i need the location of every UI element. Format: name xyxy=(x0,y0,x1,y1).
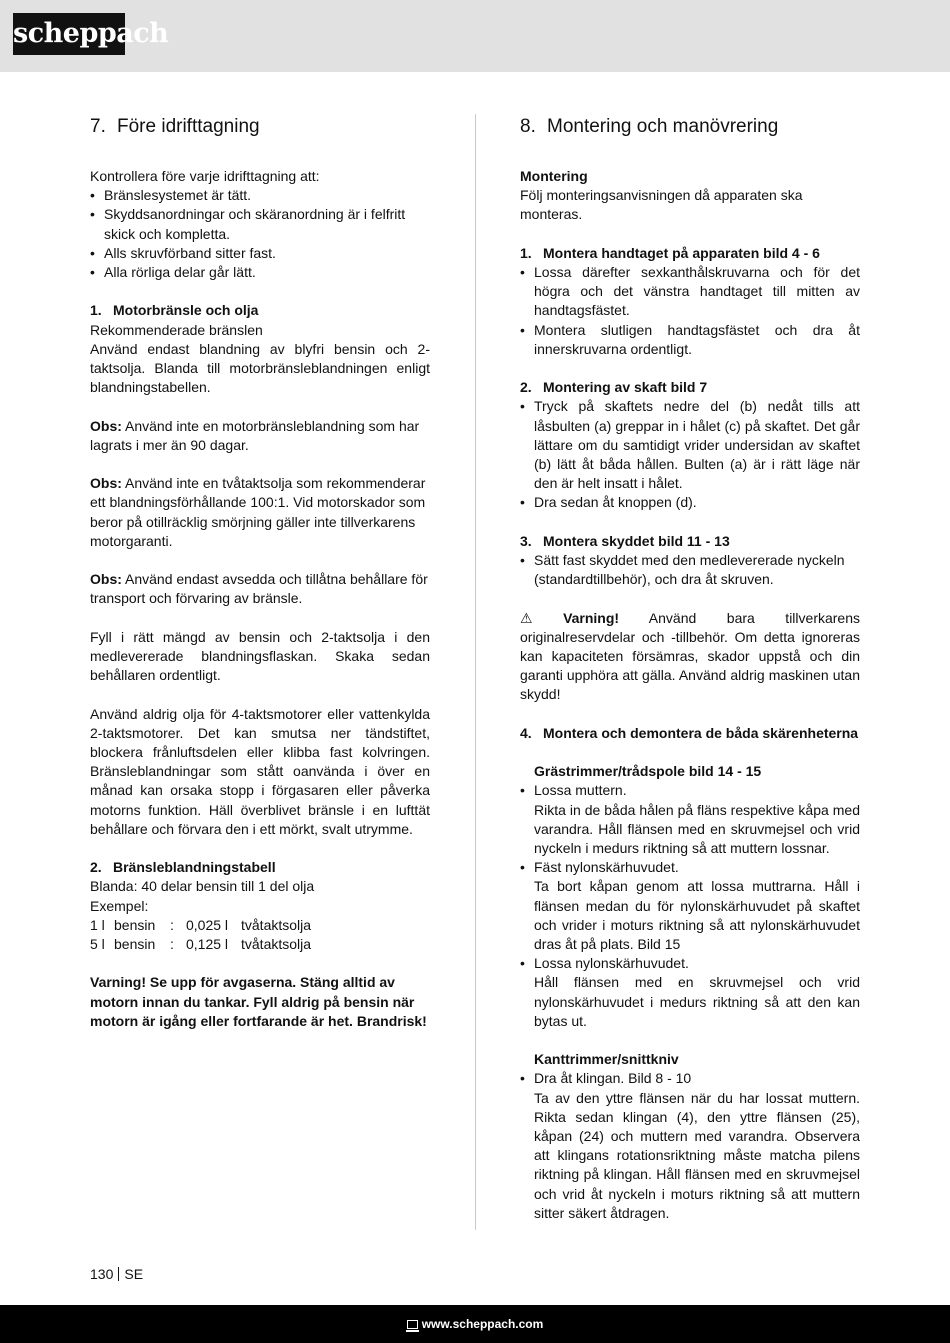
list-item: • Dra sedan åt knoppen (d). xyxy=(520,493,860,512)
website-link[interactable]: www.scheppach.com xyxy=(421,1317,544,1331)
example-row: 1 l bensin : 0,025 l tvåtaktsolja xyxy=(90,916,312,933)
list-item: • Alla rörliga delar går lätt. xyxy=(90,263,430,282)
note-2: Obs: Använd inte en tvåtaktsolja som rekommenderar ett blandningsförhållande 100:1. Vid motorskador som beror på otillräcklig smörjning gäller inte tillverkarens motorgaranti. xyxy=(90,475,426,549)
column-divider xyxy=(475,114,476,1230)
list-item: • Dra åt klingan. Bild 8 - 10 Ta av den yttre flänsen när du har lossat muttern. Rikta sedan klingan (4), den yttre flänsen (25), kåpan (24) och muttern med varandra. Observera att klingans rotationsriktning måste matcha pilens riktning på klingan. Håll flänsen med en skruvmejsel och vrid åt nyckeln i moturs riktning så att muttern sitter säkert åtdragen. xyxy=(520,1069,860,1223)
checklist xyxy=(90,186,430,282)
section-7-heading: 7. Före idrifttagning xyxy=(90,116,260,137)
fuel-text: Använd endast blandning av blyfri bensin och 2-taktsolja. Blanda till motorbränsleblandningen enligt blandningstabellen. xyxy=(90,340,430,396)
example-label: Exempel: xyxy=(90,897,149,914)
note-3: Obs: Använd endast avsedda och tillåtna behållare för transport och förvaring av bränsle. xyxy=(90,571,428,607)
list-item: • Alls skruvförband sitter fast. xyxy=(90,244,430,263)
example-row: 5 l bensin : 0,125 l tvåtaktsolja xyxy=(90,936,312,953)
list-item: • Tryck på skaftets nedre del (b) nedåt tills att låsbulten (a) greppar in i hålet (c) på skaftet. Det går lättare om du samtidigt vrider undersidan av skaftet (b) lätt åt båda hållen. Bulten (a) är i rätt läge när den är helt insatt i hålet. xyxy=(520,397,860,493)
oil-text: Använd aldrig olja för 4-taktsmotorer eller vattenkylda 2-taktsmotorer. Det kan smutsa ner tändstiftet, blockera frånluftsdelen eller klibba fast kolvringen. Bränsleblandningar som stått oanvända i över en månad kan orsaka stopp i förgasaren eller påverka motorns funktion. Häll överblivet bränsle i en lufttät behållare och förvara den i ett mörkt, svalt utrymme. xyxy=(90,705,430,837)
subheading-cutting-units: 4. Montera och demontera de båda skärenheterna xyxy=(520,724,859,741)
montering-label: Montering xyxy=(520,168,588,184)
list-item: • Sätt fast skyddet med den medlevererade nyckeln (standardtillbehör), och dra åt skruven. xyxy=(520,551,860,589)
page-header xyxy=(0,0,950,72)
list-item: • Lossa muttern. Rikta in de båda hålen på fläns respektive kåpa med varandra. Håll flänsen med en skruvmejsel och vrid nyckeln i medurs riktning så att muttern lossnar. xyxy=(520,781,860,858)
right-column xyxy=(520,114,860,1223)
subheading-guard: 3. Montera skyddet bild 11 - 13 xyxy=(520,532,730,549)
scheppach-logo: scheppach xyxy=(13,13,125,55)
list-item: • Montera slutligen handtagsfästet och dra åt innerskruvarna ordentligt. xyxy=(520,321,860,359)
list-item: • Skyddsanordningar och skäranordning är i felfritt skick och kompletta. xyxy=(90,205,430,243)
subheading-handle: 1. Montera handtaget på apparaten bild 4 - 6 xyxy=(520,244,820,261)
grass-trimmer-title: Grästrimmer/trådspole bild 14 - 15 xyxy=(534,763,762,780)
subheading-shaft: 2. Montering av skaft bild 7 xyxy=(520,379,708,396)
edge-trimmer-title: Kanttrimmer/snittkniv xyxy=(534,1051,679,1068)
note-1: Obs: Använd inte en motorbränsleblandning som har lagrats i mer än 90 dagar. xyxy=(90,417,420,453)
left-column xyxy=(90,114,430,1031)
grass-trimmer-steps xyxy=(520,781,860,1031)
mix-ratio: Blanda: 40 delar bensin till 1 del olja xyxy=(90,878,315,895)
list-item: • Lossa nylonskärhuvudet. Håll flänsen med en skruvmejsel och vrid nylonskärhuvudet i medurs riktning så att den kan bytas ut. xyxy=(520,954,860,1031)
page-footer xyxy=(0,1305,950,1343)
fill-text: Fyll i rätt mängd av bensin och 2-taktsolja i den medlevererade blandningsflaskan. Skaka sedan behållaren ordentligt. xyxy=(90,628,430,684)
parts-warning: ⚠ Varning! Använd bara tillverkarens originalreservdelar och -tillbehör. Om detta ignoreras kan kapaciteten försämras, skador uppstå och din garanti upphöra att gälla. Använd aldrig maskinen utan skydd! xyxy=(520,609,860,703)
intro-text: Kontrollera före varje idrifttagning att: xyxy=(90,168,320,184)
exhaust-warning: Varning! Se upp för avgaserna. Stäng alltid av motorn innan du tankar. Fyll aldrig på bensin när motorn är igång eller fortfarande är het. Brandrisk! xyxy=(90,974,427,1029)
computer-icon xyxy=(407,1320,418,1329)
edge-trimmer-steps xyxy=(520,1069,860,1223)
shaft-steps xyxy=(520,397,860,512)
recommended-fuels: Rekommenderade bränslen xyxy=(90,321,263,338)
page-number: 130 SE xyxy=(90,1266,144,1282)
section-8-heading: 8. Montering och manövrering xyxy=(520,116,779,137)
list-item: • Fäst nylonskärhuvudet. Ta bort kåpan genom att lossa muttrarna. Håll i flänsen medan du för nylonskärhuvudet på skaftet och vrider i moturs riktning så att nylonskärhuvudet dras åt på plats. Bild 15 xyxy=(520,858,860,954)
subheading-fuel-oil: 1. Motorbränsle och olja xyxy=(90,302,259,319)
subheading-mixing-table: 2. Bränsleblandningstabell xyxy=(90,859,276,876)
list-item: • Bränslesystemet är tätt. xyxy=(90,186,430,205)
guard-steps xyxy=(520,551,860,589)
handle-steps xyxy=(520,263,860,359)
montering-text: Följ monteringsanvisningen då apparaten ska monteras. xyxy=(520,187,803,223)
warning-icon: ⚠ xyxy=(520,609,533,626)
list-item: • Lossa därefter sexkanthålskruvarna och för det högra och det vänstra handtaget till mitten av handtagsfästet. xyxy=(520,263,860,321)
